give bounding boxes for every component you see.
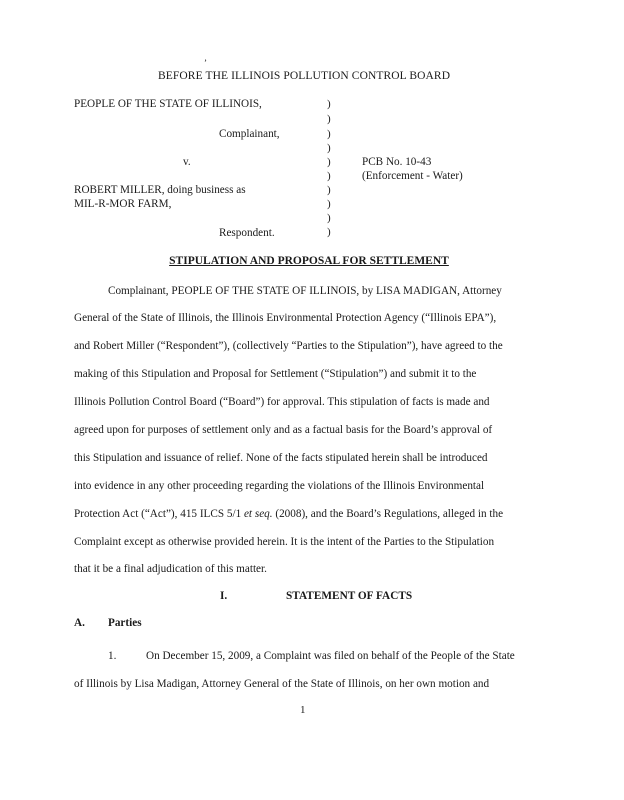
body-line: making of this Stipulation and Proposal for Settlement (“Stipulation”) and submit it to the	[74, 368, 477, 380]
paragraph-number: 1.	[108, 650, 117, 662]
case-number: PCB No. 10-43	[362, 156, 432, 168]
body-line-part: Protection Act (“Act”), 415 ILCS 5/1	[74, 508, 244, 520]
paragraph-line: of Illinois by Lisa Madigan, Attorney General of the State of Illinois, on her own motion and	[74, 678, 490, 690]
caption-paren: )	[327, 142, 331, 154]
paragraph-line: On December 15, 2009, a Complaint was filed on behalf of the People of the State	[146, 650, 515, 662]
body-line: General of the State of Illinois, the Illinois Environmental Protection Agency (“Illinois EPA”),	[74, 312, 497, 324]
subsection-title: Parties	[108, 617, 142, 629]
section-title: STATEMENT OF FACTS	[286, 590, 413, 602]
body-line: into evidence in any other proceeding regarding the violations of the Illinois Environmental	[74, 480, 485, 492]
caption-paren: )	[327, 226, 331, 238]
body-line: agreed upon for purposes of settlement only and as a factual basis for the Board’s approval of	[74, 424, 493, 436]
caption-paren: )	[327, 113, 331, 125]
caption-respondent-line2: MIL-R-MOR FARM,	[74, 198, 172, 210]
board-title: BEFORE THE ILLINOIS POLLUTION CONTROL BOARD	[158, 70, 451, 82]
document-title: STIPULATION AND PROPOSAL FOR SETTLEMENT	[169, 255, 449, 267]
caption-paren: )	[327, 128, 331, 140]
page-number: 1	[300, 704, 306, 716]
body-line: Illinois Pollution Control Board (“Board”) for approval. This stipulation of facts is made and	[74, 396, 490, 408]
body-line-part: (2008), and the Board’s Regulations, alleged in the	[272, 508, 504, 520]
body-line-italic: et seq.	[243, 508, 273, 520]
caption-plaintiff: PEOPLE OF THE STATE OF ILLINOIS,	[74, 98, 262, 110]
caption-paren: )	[327, 184, 331, 196]
caption-versus: v.	[183, 156, 191, 168]
caption-paren: )	[327, 170, 331, 182]
body-line-with-italic	[74, 508, 503, 520]
caption-respondent-line1: ROBERT MILLER, doing business as	[74, 184, 246, 196]
body-line: that it be a final adjudication of this matter.	[74, 563, 267, 575]
body-line: this Stipulation and issuance of relief. None of the facts stipulated herein shall be introduced	[74, 452, 488, 464]
body-line: Complainant, PEOPLE OF THE STATE OF ILLINOIS, by LISA MADIGAN, Attorney	[108, 285, 502, 297]
subsection-letter: A.	[74, 617, 85, 629]
caption-paren: )	[327, 98, 331, 110]
body-line: and Robert Miller (“Respondent”), (collectively “Parties to the Stipulation”), have agreed to the	[74, 340, 503, 352]
body-line: Complaint except as otherwise provided herein. It is the intent of the Parties to the Stipulation	[74, 536, 495, 548]
caption-paren: )	[327, 156, 331, 168]
caption-paren: )	[327, 198, 331, 210]
case-type: (Enforcement - Water)	[362, 170, 463, 182]
scan-mark: ’	[204, 58, 207, 68]
caption-respondent-role: Respondent.	[219, 227, 275, 239]
caption-complainant-role: Complainant,	[219, 128, 280, 140]
caption-paren: )	[327, 212, 331, 224]
section-number: I.	[220, 590, 228, 602]
